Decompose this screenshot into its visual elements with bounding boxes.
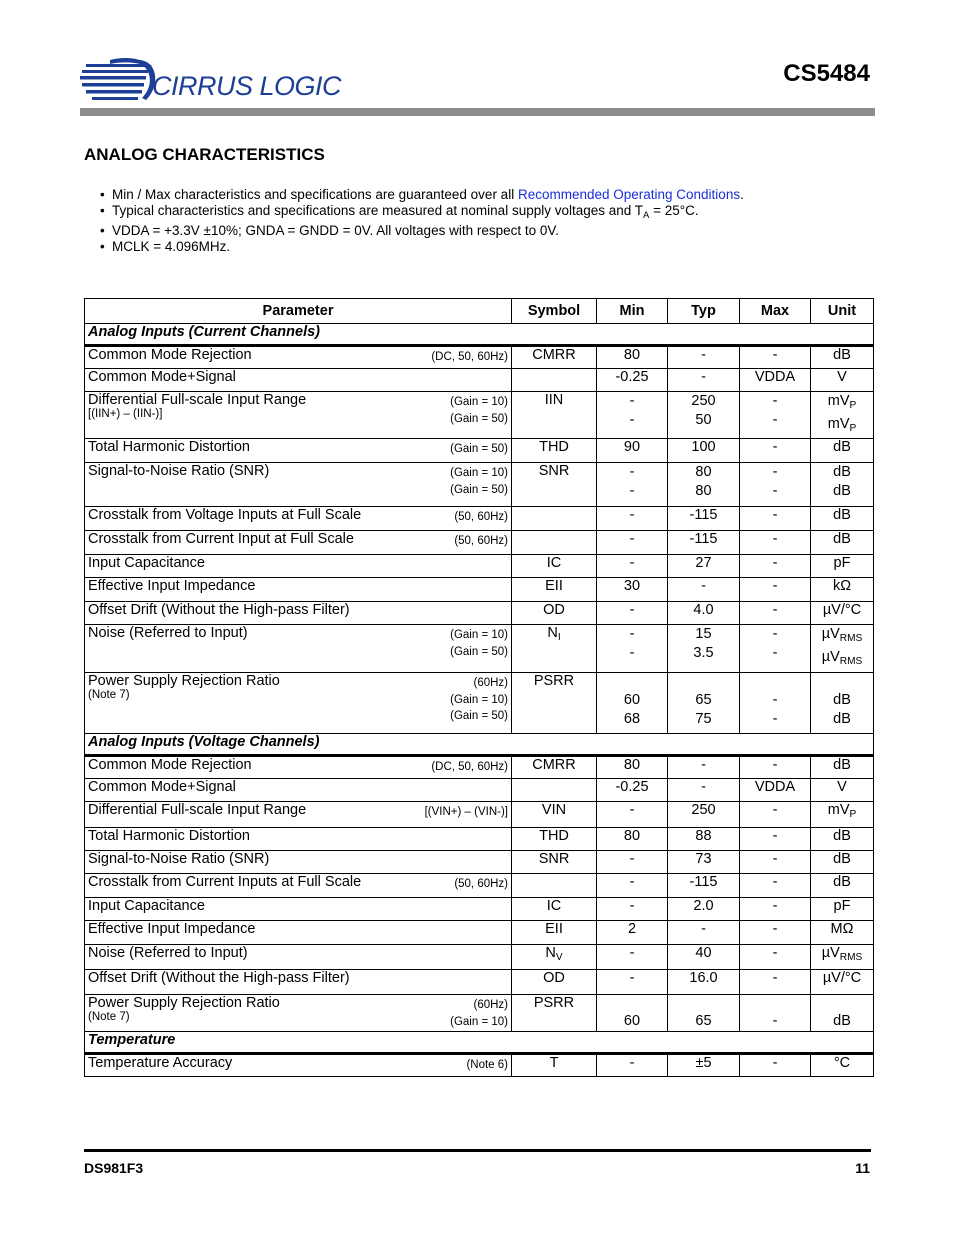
symbol-cell: THD [512, 439, 597, 463]
parameter-name: Noise (Referred to Input) [88, 945, 248, 961]
parameter-name: Crosstalk from Voltage Inputs at Full Scale [88, 507, 362, 523]
logo-wordmark: CIRRUS LOGIC [152, 71, 342, 101]
unit-cell: dB [811, 439, 874, 463]
symbol-cell: CMRR [512, 756, 597, 779]
table-header-row [85, 299, 874, 324]
max-cell: VDDA [740, 779, 811, 802]
typ-cell: 27 [668, 555, 740, 578]
parameter-cell [85, 1054, 512, 1077]
unit-cell: µV$_{RMS}$ [811, 945, 874, 970]
condition-note: (Gain = 10) (Gain = 50) [450, 396, 508, 425]
min-cell: - [597, 970, 668, 995]
min-cell: - [597, 851, 668, 874]
part-number: CS5484 [783, 60, 870, 87]
parameter-name: Effective Input Impedance [88, 921, 256, 937]
typ-cell: - [668, 756, 740, 779]
condition-note: (50, 60Hz) [454, 535, 508, 547]
min-cell: 80 [597, 346, 668, 369]
table-row [85, 463, 874, 507]
parameter-name: Temperature Accuracy [88, 1055, 233, 1071]
typ-cell: - [668, 779, 740, 802]
section-heading: Temperature [85, 1032, 874, 1054]
parameter-name: Common Mode+Signal [88, 369, 236, 385]
symbol-cell: THD [512, 828, 597, 851]
parameter-cell [85, 507, 512, 531]
unit-cell: °C [811, 1054, 874, 1077]
typ-cell: 65 75 [668, 673, 740, 734]
typ-cell: - [668, 921, 740, 945]
unit-cell: pF [811, 898, 874, 921]
condition-note: (50, 60Hz) [454, 511, 508, 523]
typ-cell: 2.0 [668, 898, 740, 921]
parameter-cell [85, 756, 512, 779]
min-cell: - - [597, 625, 668, 673]
parameter-cell [85, 602, 512, 625]
max-cell: - - [740, 673, 811, 734]
header-rule [80, 108, 875, 116]
parameter-name: Common Mode Rejection [88, 347, 252, 363]
symbol-cell: PSRR [512, 673, 597, 734]
parameter-cell [85, 779, 512, 802]
footer-rule [84, 1149, 871, 1152]
parameter-cell [85, 970, 512, 995]
max-cell: - [740, 802, 811, 828]
min-cell: 60 68 [597, 673, 668, 734]
condition-item: • MCLK = 4.096MHz. [100, 238, 231, 254]
parameter-name: Differential Full-scale Input Range [88, 802, 307, 818]
parameter-cell [85, 921, 512, 945]
parameter-cell [85, 392, 512, 439]
table-row [85, 507, 874, 531]
parameter-cell [85, 625, 512, 673]
typ-cell: ±5 [668, 1054, 740, 1077]
parameter-subnote: [(IIN+) – (IIN-)] [88, 408, 163, 420]
table-row [85, 531, 874, 555]
min-cell: - [597, 1054, 668, 1077]
col-unit: Unit [811, 299, 874, 324]
table-row [85, 945, 874, 970]
typ-cell: -115 [668, 507, 740, 531]
min-cell: - [597, 531, 668, 555]
table-body [85, 324, 874, 1077]
parameter-subnote: (Note 7) [88, 689, 130, 701]
condition-item: • VDDA = +3.3V ±10%; GNDA = GNDD = 0V. All voltages with respect to 0V. [100, 223, 559, 239]
table-row [85, 369, 874, 392]
max-cell: - [740, 555, 811, 578]
parameter-cell [85, 995, 512, 1032]
parameter-cell [85, 828, 512, 851]
symbol-cell: EII [512, 921, 597, 945]
min-cell: - [597, 898, 668, 921]
parameter-name: Differential Full-scale Input Range [88, 392, 307, 408]
parameter-name: Power Supply Rejection Ratio [88, 995, 280, 1011]
symbol-cell [512, 874, 597, 898]
symbol-cell [512, 779, 597, 802]
unit-cell: dB dB [811, 673, 874, 734]
unit-cell: dB [811, 346, 874, 369]
page-number: 11 [855, 1160, 870, 1176]
typ-cell: 73 [668, 851, 740, 874]
condition-note: (DC, 50, 60Hz) [431, 761, 508, 773]
min-cell: - [597, 602, 668, 625]
condition-note: (Gain = 10) (Gain = 50) [450, 467, 508, 496]
typ-cell: -115 [668, 874, 740, 898]
symbol-cell: T [512, 1054, 597, 1077]
min-cell: - [597, 802, 668, 828]
min-cell: 90 [597, 439, 668, 463]
max-cell: - [740, 531, 811, 555]
min-cell: 80 [597, 828, 668, 851]
parameter-cell [85, 439, 512, 463]
typ-cell: 250 [668, 802, 740, 828]
typ-cell: 16.0 [668, 970, 740, 995]
unit-cell: dB [811, 995, 874, 1032]
table-row [85, 1054, 874, 1077]
max-cell: - [740, 898, 811, 921]
table-row [85, 779, 874, 802]
parameter-name: Offset Drift (Without the High-pass Filter) [88, 970, 350, 986]
typ-cell: - [668, 346, 740, 369]
table-row [85, 392, 874, 439]
condition-note: (Note 6) [466, 1059, 508, 1071]
col-min: Min [597, 299, 668, 324]
unit-cell: µV/°C [811, 970, 874, 995]
typ-cell: 80 80 [668, 463, 740, 507]
min-cell: 60 [597, 995, 668, 1032]
table-row [85, 995, 874, 1032]
max-cell: - - [740, 463, 811, 507]
col-max: Max [740, 299, 811, 324]
unit-cell: dB [811, 531, 874, 555]
parameter-cell [85, 555, 512, 578]
table-row [85, 874, 874, 898]
min-cell: -0.25 [597, 779, 668, 802]
typ-cell: 88 [668, 828, 740, 851]
parameter-cell [85, 898, 512, 921]
min-cell: - [597, 945, 668, 970]
typ-cell: 250 50 [668, 392, 740, 439]
parameter-name: Total Harmonic Distortion [88, 439, 250, 455]
unit-cell: µV$_{RMS}$ µV$_{RMS}$ [811, 625, 874, 673]
col-parameter: Parameter [85, 299, 512, 324]
section-heading: Analog Inputs (Current Channels) [85, 324, 874, 346]
min-cell: - [597, 555, 668, 578]
parameter-name: Noise (Referred to Input) [88, 625, 248, 641]
unit-cell: kΩ [811, 578, 874, 602]
analog-characteristics-table [84, 298, 874, 1077]
parameter-name: Power Supply Rejection Ratio [88, 673, 280, 689]
table-row [85, 851, 874, 874]
parameter-cell [85, 346, 512, 369]
unit-cell: MΩ [811, 921, 874, 945]
max-cell: - [740, 439, 811, 463]
recommended-operating-conditions-link[interactable]: Recommended Operating Conditions [517, 187, 741, 202]
parameter-cell [85, 578, 512, 602]
section-heading: Analog Inputs (Voltage Channels) [85, 734, 874, 756]
max-cell: - - [740, 392, 811, 439]
unit-cell: µV/°C [811, 602, 874, 625]
typ-cell: 4.0 [668, 602, 740, 625]
unit-cell: V [811, 779, 874, 802]
parameter-cell [85, 802, 512, 828]
symbol-cell: IC [512, 555, 597, 578]
parameter-name: Offset Drift (Without the High-pass Filter) [88, 602, 350, 618]
min-cell: -0.25 [597, 369, 668, 392]
unit-cell: dB [811, 756, 874, 779]
section-row [85, 324, 874, 346]
symbol-cell: VIN [512, 802, 597, 828]
parameter-cell [85, 673, 512, 734]
unit-cell: $mV_P$ [811, 802, 874, 828]
parameter-subnote: (Note 7) [88, 1011, 130, 1023]
symbol-cell: IIN [512, 392, 597, 439]
min-cell: - [597, 874, 668, 898]
parameter-name: Input Capacitance [88, 555, 205, 571]
unit-cell: dB dB [811, 463, 874, 507]
max-cell: - [740, 851, 811, 874]
symbol-cell: OD [512, 970, 597, 995]
max-cell: - [740, 945, 811, 970]
parameter-name: Input Capacitance [88, 898, 205, 914]
parameter-cell [85, 945, 512, 970]
max-cell: - [740, 756, 811, 779]
typ-cell: 15 3.5 [668, 625, 740, 673]
parameter-cell [85, 463, 512, 507]
symbol-cell [512, 369, 597, 392]
max-cell: - - [740, 625, 811, 673]
section-row [85, 734, 874, 756]
table-row [85, 828, 874, 851]
section-row [85, 1032, 874, 1054]
typ-cell: - [668, 369, 740, 392]
unit-cell: dB [811, 851, 874, 874]
symbol-cell: SNR [512, 463, 597, 507]
symbol-cell: PSRR [512, 995, 597, 1032]
max-cell: - [740, 507, 811, 531]
max-cell: - [740, 995, 811, 1032]
parameter-cell [85, 531, 512, 555]
max-cell: - [740, 921, 811, 945]
table-row [85, 602, 874, 625]
max-cell: - [740, 828, 811, 851]
typ-cell: 100 [668, 439, 740, 463]
symbol-cell: IC [512, 898, 597, 921]
table-row [85, 921, 874, 945]
unit-cell: dB [811, 507, 874, 531]
min-cell: - - [597, 392, 668, 439]
min-cell: - [597, 507, 668, 531]
parameter-name: Effective Input Impedance [88, 578, 256, 594]
condition-note: [(VIN+) – (VIN-)] [424, 806, 508, 818]
condition-note: (50, 60Hz) [454, 878, 508, 890]
symbol-cell: EII [512, 578, 597, 602]
table-row [85, 673, 874, 734]
typ-cell: - [668, 578, 740, 602]
symbol-cell: OD [512, 602, 597, 625]
parameter-name: Crosstalk from Current Input at Full Scale [88, 531, 354, 547]
unit-cell: pF [811, 555, 874, 578]
max-cell: - [740, 874, 811, 898]
max-cell: - [740, 602, 811, 625]
parameter-cell [85, 851, 512, 874]
max-cell: - [740, 1054, 811, 1077]
unit-cell: dB [811, 828, 874, 851]
min-cell: - - [597, 463, 668, 507]
symbol-cell: $N_V$ [512, 945, 597, 970]
table-row [85, 970, 874, 995]
parameter-name: Common Mode+Signal [88, 779, 236, 795]
condition-note: (Gain = 10) (Gain = 50) [450, 629, 508, 658]
symbol-cell [512, 507, 597, 531]
col-symbol: Symbol [512, 299, 597, 324]
parameter-name: Common Mode Rejection [88, 757, 252, 773]
parameter-name: Crosstalk from Current Inputs at Full Scale [88, 874, 362, 890]
condition-item: • Typical characteristics and specifications are measured at nominal supply voltages and $T_A = 25^\circ C$. [100, 202, 699, 221]
table-row [85, 346, 874, 369]
min-cell: 30 [597, 578, 668, 602]
table-row [85, 756, 874, 779]
unit-cell: V [811, 369, 874, 392]
condition-note: (60Hz) (Gain = 10) [450, 999, 508, 1028]
unit-cell: $mV_P$ $mV_P$ [811, 392, 874, 439]
table-row [85, 439, 874, 463]
symbol-cell [512, 531, 597, 555]
max-cell: VDDA [740, 369, 811, 392]
symbol-cell: CMRR [512, 346, 597, 369]
symbol-cell: $N_I$ [512, 625, 597, 673]
table-row [85, 898, 874, 921]
parameter-name: Signal-to-Noise Ratio (SNR) [88, 463, 270, 479]
table-row [85, 555, 874, 578]
condition-note: (Gain = 50) [450, 443, 508, 455]
condition-item: • Min / Max characteristics and specifications are guaranteed over all Recommended Operating Conditions. [100, 187, 744, 202]
max-cell: - [740, 970, 811, 995]
table-row [85, 625, 874, 673]
table-row [85, 802, 874, 828]
min-cell: 2 [597, 921, 668, 945]
symbol-cell: SNR [512, 851, 597, 874]
parameter-name: Signal-to-Noise Ratio (SNR) [88, 851, 270, 867]
condition-note: (DC, 50, 60Hz) [431, 351, 508, 363]
parameter-cell [85, 369, 512, 392]
max-cell: - [740, 346, 811, 369]
typ-cell: 65 [668, 995, 740, 1032]
min-cell: 80 [597, 756, 668, 779]
parameter-cell [85, 874, 512, 898]
table-row [85, 578, 874, 602]
unit-cell: dB [811, 874, 874, 898]
col-typ: Typ [668, 299, 740, 324]
section-title: ANALOG CHARACTERISTICS [84, 145, 325, 164]
conditions-list [100, 187, 744, 254]
condition-note: (60Hz) (Gain = 10) (Gain = 50) [450, 677, 508, 722]
document-id: DS981F3 [84, 1160, 144, 1176]
max-cell: - [740, 578, 811, 602]
typ-cell: 40 [668, 945, 740, 970]
typ-cell: -115 [668, 531, 740, 555]
parameter-name: Total Harmonic Distortion [88, 828, 250, 844]
